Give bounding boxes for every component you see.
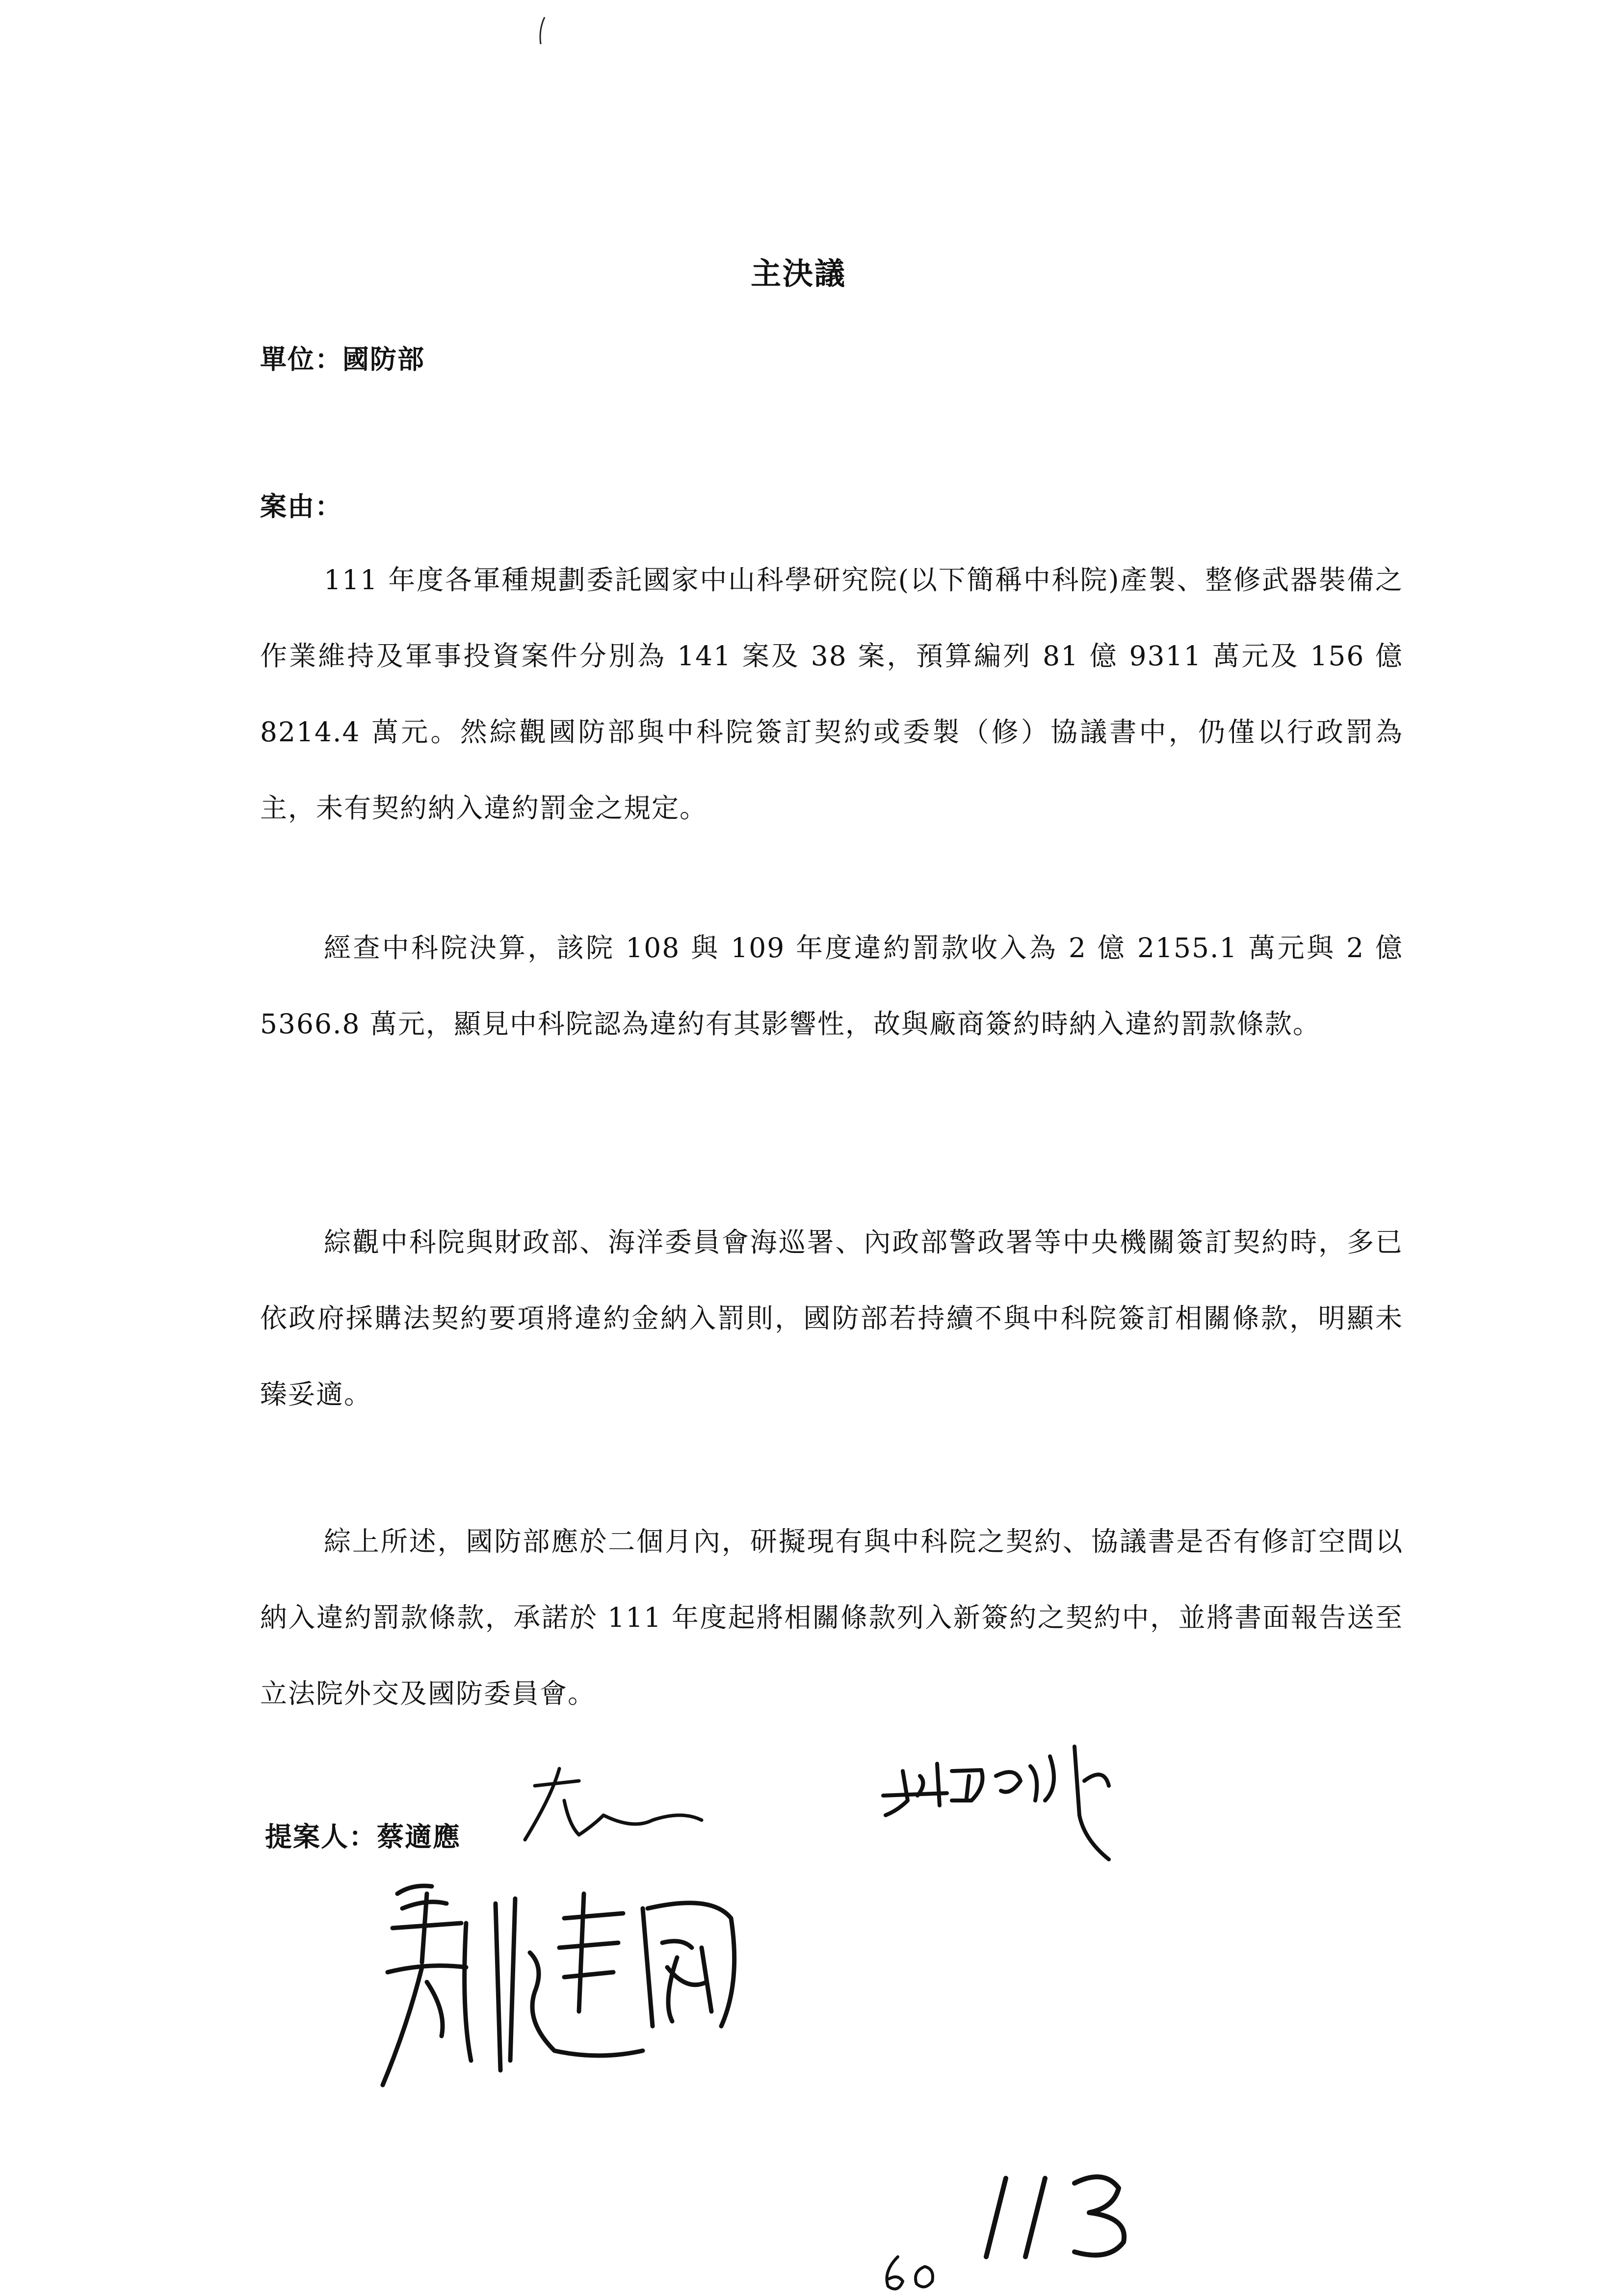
handwritten-small-number — [878, 2252, 947, 2296]
handwritten-page-number — [976, 2164, 1143, 2262]
stray-pen-mark — [535, 15, 550, 49]
case-label: 案由： — [260, 491, 342, 522]
signature-proposer — [505, 1766, 711, 1854]
proposer-line: 提案人：蔡適應 — [265, 1821, 461, 1852]
document-title: 主決議 — [751, 256, 847, 291]
paragraph-3: 綜觀中科院與財政部、海洋委員會海巡署、內政部警政署等中央機關簽訂契約時，多已依政府採購法契約要項將違約金納入罰則，國防部若持續不與中科院簽訂相關條款，明顯未臻妥適。 — [260, 1226, 1403, 1410]
paragraph-4: 綜上所述，國防部應於二個月內，研擬現有與中科院之契約、協議書是否有修訂空間以納入違約罰款條款，承諾於 111 年度起將相關條款列入新簽約之契約中，並將書面報告送至立法院外交及國防委員會。 — [260, 1526, 1403, 1709]
signature-cosigner-1 — [873, 1737, 1168, 1864]
unit-line: 單位：國防部 — [260, 343, 425, 375]
signature-cosigner-2 — [368, 1864, 770, 2090]
paragraph-1: 111 年度各軍種規劃委託國家中山科學研究院(以下簡稱中科院)產製、整修武器裝備之作業維持及軍事投資案件分別為 141 案及 38 案，預算編列 81 億 9311 萬元及 156 億 8214.4 萬元。然綜觀國防部與中科院簽訂契約或委製（修）協議書中，仍僅以行政罰為主，未有契約納入違約罰金之規定。 — [260, 564, 1403, 824]
paragraph-2: 經查中科院決算，該院 108 與 109 年度違約罰款收入為 2 億 2155.1 萬元與 2 億 5366.8 萬元，顯見中科院認為違約有其影響性，故與廠商簽約時納入違約罰款條款。 — [260, 932, 1403, 1040]
